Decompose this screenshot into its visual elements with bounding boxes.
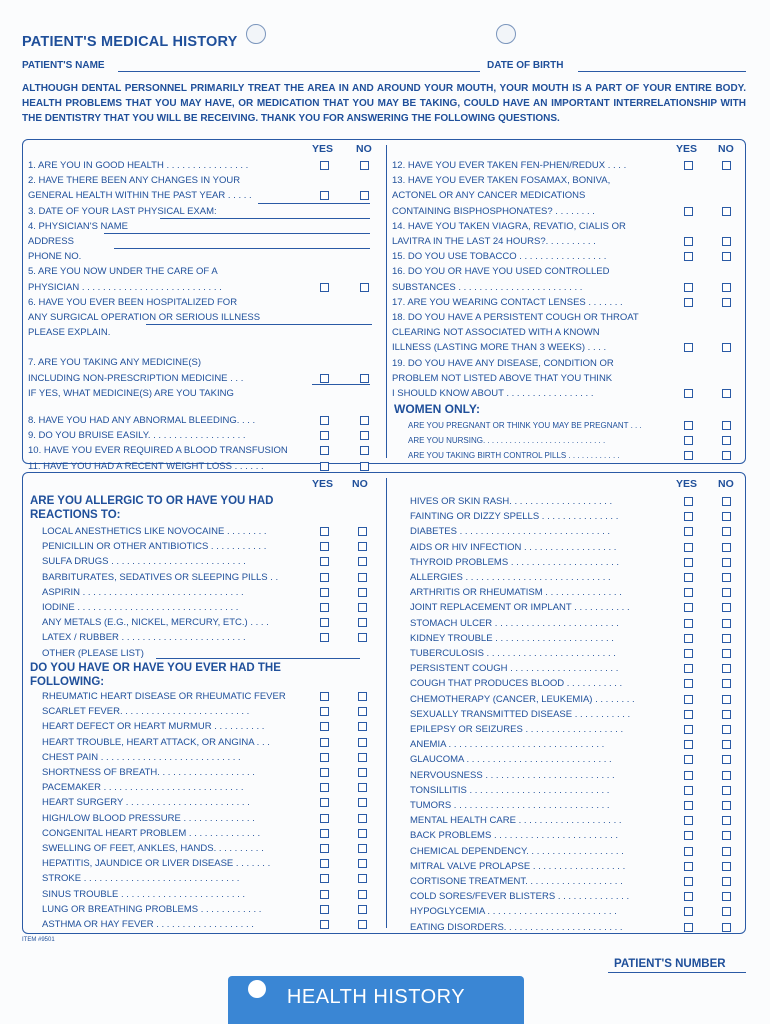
question-left-11: PLEASE EXPLAIN.	[28, 327, 111, 339]
condition-right-12-no-checkbox[interactable]	[722, 679, 731, 688]
condition-right-27-no-checkbox[interactable]	[722, 907, 731, 916]
fill-line-2[interactable]	[104, 233, 370, 234]
question-right-10: 18. DO YOU HAVE A PERSISTENT COUGH OR THROAT	[392, 312, 639, 323]
condition-left-12: STROKE . . . . . . . . . . . . . . . . . . . . . . . . . . . . . .	[42, 873, 240, 885]
condition-left-3: HEART TROUBLE, HEART ATTACK, OR ANGINA . . .	[42, 736, 270, 748]
question-right-0-no-checkbox[interactable]	[722, 161, 731, 170]
condition-right-0-yes-checkbox[interactable]	[684, 497, 693, 506]
question-left-6: PHONE NO.	[28, 251, 82, 263]
condition-left-7-yes-checkbox[interactable]	[320, 798, 329, 807]
condition-left-9: CONGENITAL HEART PROBLEM . . . . . . . . . . . . . .	[42, 827, 261, 839]
condition-right-28-yes-checkbox[interactable]	[684, 923, 693, 932]
condition-left-4: CHEST PAIN . . . . . . . . . . . . . . . . . . . . . . . . . . .	[42, 751, 241, 763]
condition-right-24-yes-checkbox[interactable]	[684, 862, 693, 871]
question-right-15-yes-checkbox[interactable]	[684, 389, 693, 398]
allergy-item-6-yes-checkbox[interactable]	[320, 618, 329, 627]
no-header-left: NO	[356, 143, 372, 155]
condition-right-27: HYPOGLYCEMIA . . . . . . . . . . . . . . . . . . . . . . . . .	[410, 906, 617, 918]
condition-right-22-yes-checkbox[interactable]	[684, 831, 693, 840]
question-left-2-yes-checkbox[interactable]	[320, 191, 329, 200]
question-left-0-no-checkbox[interactable]	[360, 161, 369, 170]
condition-left-5-no-checkbox[interactable]	[358, 768, 367, 777]
condition-right-23: CHEMICAL DEPENDENCY. . . . . . . . . . . . . . . . . . .	[410, 845, 624, 857]
question-right-14: PROBLEM NOT LISTED ABOVE THAT YOU THINK	[392, 372, 613, 384]
condition-right-21-no-checkbox[interactable]	[722, 816, 731, 825]
condition-right-3-yes-checkbox[interactable]	[684, 543, 693, 552]
condition-left-1-no-checkbox[interactable]	[358, 707, 367, 716]
question-right-8-no-checkbox[interactable]	[722, 283, 731, 292]
condition-right-7: JOINT REPLACEMENT OR IMPLANT . . . . . . . . . . .	[410, 602, 630, 614]
allergy-item-5-yes-checkbox[interactable]	[320, 603, 329, 612]
condition-right-2-yes-checkbox[interactable]	[684, 527, 693, 536]
allergy-item-4-yes-checkbox[interactable]	[320, 588, 329, 597]
question-left-5: ADDRESS	[28, 236, 74, 247]
condition-right-7-yes-checkbox[interactable]	[684, 603, 693, 612]
patient-number-label: PATIENT'S NUMBER	[614, 958, 726, 970]
allergy-item-4: ASPIRIN . . . . . . . . . . . . . . . . . . . . . . . . . . . . . . .	[42, 586, 244, 598]
allergy-item-8: OTHER (PLEASE LIST)	[42, 647, 144, 659]
no-header-lower-left: NO	[352, 478, 368, 490]
condition-right-25-yes-checkbox[interactable]	[684, 877, 693, 886]
allergy-item-7-yes-checkbox[interactable]	[320, 633, 329, 642]
condition-right-11-no-checkbox[interactable]	[722, 664, 731, 673]
condition-left-11-yes-checkbox[interactable]	[320, 859, 329, 868]
condition-right-14-yes-checkbox[interactable]	[684, 710, 693, 719]
question-right-1: 13. HAVE YOU EVER TAKEN FOSAMAX, BONIVA,	[392, 175, 611, 187]
condition-left-6: PACEMAKER . . . . . . . . . . . . . . . . . . . . . . . . . . .	[42, 782, 244, 794]
condition-right-25-no-checkbox[interactable]	[722, 877, 731, 886]
page-title: PATIENT'S MEDICAL HISTORY	[22, 34, 238, 50]
condition-left-5: SHORTNESS OF BREATH. . . . . . . . . . . . . . . . . . .	[42, 767, 255, 778]
condition-left-14: LUNG OR BREATHING PROBLEMS . . . . . . . . . . . .	[42, 903, 262, 915]
condition-left-2-yes-checkbox[interactable]	[320, 722, 329, 731]
condition-left-0-yes-checkbox[interactable]	[320, 692, 329, 701]
condition-right-5: ALLERGIES . . . . . . . . . . . . . . . . . . . . . . . . . . . .	[410, 572, 611, 583]
women-question-2: ARE YOU TAKING BIRTH CONTROL PILLS . . . . . . . . . . . .	[408, 451, 620, 460]
question-left-0: 1. ARE YOU IN GOOD HEALTH . . . . . . . . . . . . . . . .	[28, 160, 249, 171]
condition-right-3-no-checkbox[interactable]	[722, 543, 731, 552]
fill-line-0[interactable]	[258, 203, 370, 204]
condition-right-20: TUMORS . . . . . . . . . . . . . . . . . . . . . . . . . . . . . .	[410, 800, 610, 811]
question-left-3: 3. DATE OF YOUR LAST PHYSICAL EXAM:	[28, 205, 217, 217]
condition-right-2: DIABETES . . . . . . . . . . . . . . . . . . . . . . . . . . . . .	[410, 526, 611, 538]
women-question-0-no-checkbox[interactable]	[722, 421, 731, 430]
allergy-item-0-no-checkbox[interactable]	[358, 527, 367, 536]
condition-right-17-yes-checkbox[interactable]	[684, 755, 693, 764]
condition-left-1-yes-checkbox[interactable]	[320, 707, 329, 716]
condition-left-0: RHEUMATIC HEART DISEASE OR RHEUMATIC FEVER	[42, 691, 286, 702]
allergy-item-0-yes-checkbox[interactable]	[320, 527, 329, 536]
yes-header-right: YES	[676, 143, 698, 155]
condition-right-23-no-checkbox[interactable]	[722, 847, 731, 856]
condition-right-23-yes-checkbox[interactable]	[684, 847, 693, 856]
question-left-13: INCLUDING NON-PRESCRIPTION MEDICINE . . .	[28, 372, 244, 384]
question-right-11: CLEARING NOT ASSOCIATED WITH A KNOWN	[392, 327, 600, 339]
condition-right-4: THYROID PROBLEMS . . . . . . . . . . . . . . . . . . . . .	[410, 556, 620, 568]
patient-name-field[interactable]	[118, 71, 480, 72]
allergy-item-1-no-checkbox[interactable]	[358, 542, 367, 551]
band-title: HEALTH HISTORY	[286, 986, 466, 1008]
condition-right-13-no-checkbox[interactable]	[722, 695, 731, 704]
condition-left-2: HEART DEFECT OR HEART MURMUR . . . . . . . . . .	[42, 721, 265, 733]
question-right-3: CONTAINING BISPHOSPHONATES? . . . . . . . .	[392, 205, 595, 217]
condition-left-10-yes-checkbox[interactable]	[320, 844, 329, 853]
question-right-9: 17. ARE YOU WEARING CONTACT LENSES . . . . . . .	[392, 296, 623, 308]
condition-right-0-no-checkbox[interactable]	[722, 497, 731, 506]
condition-right-24: MITRAL VALVE PROLAPSE . . . . . . . . . . . . . . . . . .	[410, 860, 626, 872]
condition-left-13: SINUS TROUBLE . . . . . . . . . . . . . . . . . . . . . . . .	[42, 888, 246, 900]
condition-left-10-no-checkbox[interactable]	[358, 844, 367, 853]
question-left-15-no-checkbox[interactable]	[360, 416, 369, 425]
allergy-item-0: LOCAL ANESTHETICS LIKE NOVOCAINE . . . . . . . .	[42, 526, 267, 537]
allergy-item-6-no-checkbox[interactable]	[358, 618, 367, 627]
question-left-9: 6. HAVE YOU EVER BEEN HOSPITALIZED FOR	[28, 296, 238, 308]
condition-right-24-no-checkbox[interactable]	[722, 862, 731, 871]
condition-right-11-yes-checkbox[interactable]	[684, 664, 693, 673]
yes-header-lower-right: YES	[676, 478, 698, 490]
condition-right-7-no-checkbox[interactable]	[722, 603, 731, 612]
conditions-divider	[386, 478, 387, 928]
condition-right-14-no-checkbox[interactable]	[722, 710, 731, 719]
condition-right-21: MENTAL HEALTH CARE . . . . . . . . . . . . . . . . . . . .	[410, 815, 622, 827]
question-right-12: ILLNESS (LASTING MORE THAN 3 WEEKS) . . . .	[392, 342, 607, 354]
condition-right-14: SEXUALLY TRANSMITTED DISEASE . . . . . . . . . . .	[410, 708, 631, 720]
condition-left-5-yes-checkbox[interactable]	[320, 768, 329, 777]
question-right-6-no-checkbox[interactable]	[722, 252, 731, 261]
condition-left-3-no-checkbox[interactable]	[358, 738, 367, 747]
condition-left-14-yes-checkbox[interactable]	[320, 905, 329, 914]
question-right-12-no-checkbox[interactable]	[722, 343, 731, 352]
condition-left-7: HEART SURGERY . . . . . . . . . . . . . . . . . . . . . . . .	[42, 797, 250, 809]
question-right-8: SUBSTANCES . . . . . . . . . . . . . . . . . . . . . . . .	[392, 281, 583, 293]
patient-name-label: PATIENT'S NAME	[22, 60, 105, 71]
condition-left-3-yes-checkbox[interactable]	[320, 738, 329, 747]
condition-right-18-no-checkbox[interactable]	[722, 771, 731, 780]
condition-right-12: COUGH THAT PRODUCES BLOOD . . . . . . . . . . .	[410, 678, 623, 690]
punch-hole-left	[246, 24, 266, 44]
condition-left-4-no-checkbox[interactable]	[358, 753, 367, 762]
condition-right-10-yes-checkbox[interactable]	[684, 649, 693, 658]
condition-right-20-no-checkbox[interactable]	[722, 801, 731, 810]
condition-left-10: SWELLING OF FEET, ANKLES, HANDS. . . . . . . . . .	[42, 843, 264, 854]
question-left-4: 4. PHYSICIAN'S NAME	[28, 220, 129, 232]
condition-right-1-yes-checkbox[interactable]	[684, 512, 693, 521]
condition-left-13-no-checkbox[interactable]	[358, 890, 367, 899]
question-right-3-yes-checkbox[interactable]	[684, 207, 693, 216]
allergy-item-6: ANY METALS (E.G., NICKEL, MERCURY, ETC.) . . . .	[42, 617, 269, 629]
question-left-18: 11. HAVE YOU HAD A RECENT WEIGHT LOSS . . . . . .	[28, 460, 264, 472]
condition-left-1: SCARLET FEVER. . . . . . . . . . . . . . . . . . . . . . . . .	[42, 706, 250, 718]
condition-left-15-no-checkbox[interactable]	[358, 920, 367, 929]
condition-right-13-yes-checkbox[interactable]	[684, 695, 693, 704]
condition-left-8-yes-checkbox[interactable]	[320, 814, 329, 823]
question-right-15: I SHOULD KNOW ABOUT . . . . . . . . . . . . . . . . .	[392, 388, 594, 399]
condition-left-2-no-checkbox[interactable]	[358, 722, 367, 731]
question-right-6: 15. DO YOU USE TOBACCO . . . . . . . . . . . . . . . . .	[392, 251, 607, 263]
condition-right-22: BACK PROBLEMS . . . . . . . . . . . . . . . . . . . . . . . .	[410, 830, 618, 842]
condition-left-11: HEPATITIS, JAUNDICE OR LIVER DISEASE . . . . . . .	[42, 858, 271, 870]
question-left-2-no-checkbox[interactable]	[360, 191, 369, 200]
question-left-12: 7. ARE YOU TAKING ANY MEDICINE(S)	[28, 357, 201, 369]
women-question-1-yes-checkbox[interactable]	[684, 436, 693, 445]
question-right-2: ACTONEL OR ANY CANCER MEDICATIONS	[392, 190, 586, 202]
condition-right-9-no-checkbox[interactable]	[722, 634, 731, 643]
condition-right-0: HIVES OR SKIN RASH. . . . . . . . . . . . . . . . . . . .	[410, 496, 613, 507]
condition-right-10-no-checkbox[interactable]	[722, 649, 731, 658]
condition-right-11: PERSISTENT COUGH . . . . . . . . . . . . . . . . . . . . .	[410, 663, 619, 675]
question-left-8: PHYSICIAN . . . . . . . . . . . . . . . . . . . . . . . . . . .	[28, 281, 222, 293]
condition-right-26-yes-checkbox[interactable]	[684, 892, 693, 901]
dob-field[interactable]	[578, 71, 746, 72]
question-left-18-yes-checkbox[interactable]	[320, 462, 329, 471]
condition-right-8: STOMACH ULCER . . . . . . . . . . . . . . . . . . . . . . . .	[410, 617, 619, 629]
condition-left-11-no-checkbox[interactable]	[358, 859, 367, 868]
condition-right-16-yes-checkbox[interactable]	[684, 740, 693, 749]
fill-line-3[interactable]	[114, 248, 370, 249]
question-left-16-no-checkbox[interactable]	[360, 431, 369, 440]
question-left-15: 8. HAVE YOU HAD ANY ABNORMAL BLEEDING. . . .	[28, 415, 256, 426]
condition-right-15: EPILEPSY OR SEIZURES . . . . . . . . . . . . . . . . . . .	[410, 724, 624, 735]
question-left-13-yes-checkbox[interactable]	[320, 374, 329, 383]
question-left-1: 2. HAVE THERE BEEN ANY CHANGES IN YOUR	[28, 175, 241, 187]
allergy-item-4-no-checkbox[interactable]	[358, 588, 367, 597]
condition-right-20-yes-checkbox[interactable]	[684, 801, 693, 810]
women-question-2-yes-checkbox[interactable]	[684, 451, 693, 460]
condition-right-28-no-checkbox[interactable]	[722, 923, 731, 932]
condition-left-8: HIGH/LOW BLOOD PRESSURE . . . . . . . . . . . . . .	[42, 812, 255, 824]
condition-right-26: COLD SORES/FEVER BLISTERS . . . . . . . . . . . . . .	[410, 891, 630, 903]
question-left-10: ANY SURGICAL OPERATION OR SERIOUS ILLNESS	[28, 312, 261, 323]
condition-right-2-no-checkbox[interactable]	[722, 527, 731, 536]
condition-left-8-no-checkbox[interactable]	[358, 814, 367, 823]
condition-right-22-no-checkbox[interactable]	[722, 831, 731, 840]
question-right-4: 14. HAVE YOU TAKEN VIAGRA, REVATIO, CIALIS OR	[392, 220, 626, 232]
fill-line-1[interactable]	[160, 218, 370, 219]
question-right-9-yes-checkbox[interactable]	[684, 298, 693, 307]
condition-right-5-no-checkbox[interactable]	[722, 573, 731, 582]
other-allergy-field[interactable]	[156, 658, 360, 659]
yes-header-lower-left: YES	[312, 478, 334, 490]
women-question-0-yes-checkbox[interactable]	[684, 421, 693, 430]
condition-right-19-no-checkbox[interactable]	[722, 786, 731, 795]
question-left-2: GENERAL HEALTH WITHIN THE PAST YEAR . . . . .	[28, 190, 252, 202]
allergy-item-5-no-checkbox[interactable]	[358, 603, 367, 612]
condition-left-4-yes-checkbox[interactable]	[320, 753, 329, 762]
condition-left-15: ASTHMA OR HAY FEVER . . . . . . . . . . . . . . . . . . .	[42, 919, 254, 930]
women-question-1: ARE YOU NURSING. . . . . . . . . . . . . . . . . . . . . . . . . . . .	[408, 436, 606, 445]
condition-right-4-yes-checkbox[interactable]	[684, 558, 693, 567]
dob-label: DATE OF BIRTH	[487, 60, 564, 71]
women-question-0: ARE YOU PREGNANT OR THINK YOU MAY BE PREGNANT . . .	[408, 421, 642, 430]
question-right-0: 12. HAVE YOU EVER TAKEN FEN-PHEN/REDUX . . . .	[392, 160, 627, 171]
question-right-5-yes-checkbox[interactable]	[684, 237, 693, 246]
condition-right-28: EATING DISORDERS. . . . . . . . . . . . . . . . . . . . . . .	[410, 921, 623, 933]
condition-left-9-yes-checkbox[interactable]	[320, 829, 329, 838]
fill-line-4[interactable]	[146, 324, 372, 325]
allergy-item-3-no-checkbox[interactable]	[358, 573, 367, 582]
question-left-17: 10. HAVE YOU EVER REQUIRED A BLOOD TRANSFUSION	[28, 445, 288, 457]
condition-left-13-yes-checkbox[interactable]	[320, 890, 329, 899]
condition-right-9: KIDNEY TROUBLE . . . . . . . . . . . . . . . . . . . . . . .	[410, 632, 614, 644]
question-left-14: IF YES, WHAT MEDICINE(S) ARE YOU TAKING	[28, 387, 234, 399]
question-right-6-yes-checkbox[interactable]	[684, 252, 693, 261]
condition-left-6-yes-checkbox[interactable]	[320, 783, 329, 792]
question-left-17-no-checkbox[interactable]	[360, 446, 369, 455]
condition-right-18: NERVOUSNESS . . . . . . . . . . . . . . . . . . . . . . . . .	[410, 769, 615, 781]
condition-right-1-no-checkbox[interactable]	[722, 512, 731, 521]
question-right-5: LAVITRA IN THE LAST 24 HOURS?. . . . . . . . . .	[392, 236, 596, 247]
condition-left-7-no-checkbox[interactable]	[358, 798, 367, 807]
allergy-item-1-yes-checkbox[interactable]	[320, 542, 329, 551]
question-left-13-no-checkbox[interactable]	[360, 374, 369, 383]
conditions-section-title: DO YOU HAVE OR HAVE YOU EVER HAD THE FOLLOWING:	[30, 662, 281, 688]
condition-left-15-yes-checkbox[interactable]	[320, 920, 329, 929]
condition-right-8-yes-checkbox[interactable]	[684, 619, 693, 628]
question-right-8-yes-checkbox[interactable]	[684, 283, 693, 292]
condition-right-17: GLAUCOMA . . . . . . . . . . . . . . . . . . . . . . . . . . . .	[410, 754, 612, 766]
condition-right-17-no-checkbox[interactable]	[722, 755, 731, 764]
allergy-item-5: IODINE . . . . . . . . . . . . . . . . . . . . . . . . . . . . . . .	[42, 602, 239, 613]
question-left-18-no-checkbox[interactable]	[360, 462, 369, 471]
condition-right-1: FAINTING OR DIZZY SPELLS . . . . . . . . . . . . . . .	[410, 511, 619, 523]
intro-paragraph: ALTHOUGH DENTAL PERSONNEL PRIMARILY TREAT THE AREA IN AND AROUND YOUR MOUTH, YOUR MOUTH IS A PART OF YOUR ENTIRE BODY. HEALTH PROBLEMS THAT YOU MAY HAVE, OR MEDICATION THAT YOU MAY BE TAKING, COULD HAVE AN IMPORTANT INTERRELATIONSHIP WITH THE DENTISTRY THAT YOU WILL BE RECEIVING. THANK YOU FOR ANSWERING THE FOLLOWING QUESTIONS.	[22, 83, 746, 124]
no-header-lower-right: NO	[718, 478, 734, 490]
women-only-title: WOMEN ONLY:	[394, 402, 480, 416]
allergy-item-2: SULFA DRUGS . . . . . . . . . . . . . . . . . . . . . . . . . .	[42, 556, 246, 568]
question-right-3-no-checkbox[interactable]	[722, 207, 731, 216]
condition-right-10: TUBERCULOSIS . . . . . . . . . . . . . . . . . . . . . . . . .	[410, 648, 616, 659]
question-right-0-yes-checkbox[interactable]	[684, 161, 693, 170]
condition-left-6-no-checkbox[interactable]	[358, 783, 367, 792]
question-left-8-yes-checkbox[interactable]	[320, 283, 329, 292]
allergy-item-2-no-checkbox[interactable]	[358, 557, 367, 566]
condition-right-15-yes-checkbox[interactable]	[684, 725, 693, 734]
condition-left-9-no-checkbox[interactable]	[358, 829, 367, 838]
condition-left-12-yes-checkbox[interactable]	[320, 874, 329, 883]
question-left-17-yes-checkbox[interactable]	[320, 446, 329, 455]
condition-right-6-no-checkbox[interactable]	[722, 588, 731, 597]
condition-right-18-yes-checkbox[interactable]	[684, 771, 693, 780]
question-right-5-no-checkbox[interactable]	[722, 237, 731, 246]
condition-right-13: CHEMOTHERAPY (CANCER, LEUKEMIA) . . . . . . . .	[410, 693, 635, 705]
condition-right-19: TONSILLITIS . . . . . . . . . . . . . . . . . . . . . . . . . . .	[410, 784, 610, 796]
condition-right-25: CORTISONE TREATMENT. . . . . . . . . . . . . . . . . . .	[410, 876, 623, 887]
patient-number-field[interactable]	[608, 972, 746, 973]
condition-left-12-no-checkbox[interactable]	[358, 874, 367, 883]
allergy-item-3: BARBITURATES, SEDATIVES OR SLEEPING PILLS . .	[42, 571, 279, 583]
condition-left-14-no-checkbox[interactable]	[358, 905, 367, 914]
condition-right-8-no-checkbox[interactable]	[722, 619, 731, 628]
question-left-16-yes-checkbox[interactable]	[320, 431, 329, 440]
condition-right-16: ANEMIA . . . . . . . . . . . . . . . . . . . . . . . . . . . . . .	[410, 739, 605, 751]
item-number: ITEM #9501	[22, 937, 55, 943]
condition-right-3: AIDS OR HIV INFECTION . . . . . . . . . . . . . . . . . .	[410, 541, 617, 553]
condition-right-4-no-checkbox[interactable]	[722, 558, 731, 567]
question-left-0-yes-checkbox[interactable]	[320, 161, 329, 170]
allergy-item-7-no-checkbox[interactable]	[358, 633, 367, 642]
questions-divider	[386, 145, 387, 458]
question-left-15-yes-checkbox[interactable]	[320, 416, 329, 425]
allergy-item-3-yes-checkbox[interactable]	[320, 573, 329, 582]
condition-right-15-no-checkbox[interactable]	[722, 725, 731, 734]
condition-right-5-yes-checkbox[interactable]	[684, 573, 693, 582]
condition-right-19-yes-checkbox[interactable]	[684, 786, 693, 795]
condition-right-16-no-checkbox[interactable]	[722, 740, 731, 749]
question-right-15-no-checkbox[interactable]	[722, 389, 731, 398]
condition-left-0-no-checkbox[interactable]	[358, 692, 367, 701]
condition-right-26-no-checkbox[interactable]	[722, 892, 731, 901]
women-question-1-no-checkbox[interactable]	[722, 436, 731, 445]
allergy-item-7: LATEX / RUBBER . . . . . . . . . . . . . . . . . . . . . . . .	[42, 632, 246, 644]
women-question-2-no-checkbox[interactable]	[722, 451, 731, 460]
fill-line-5[interactable]	[312, 384, 370, 385]
question-left-16: 9. DO YOU BRUISE EASILY. . . . . . . . . . . . . . . . . . .	[28, 430, 246, 442]
punch-hole-right	[496, 24, 516, 44]
allergy-section-title: ARE YOU ALLERGIC TO OR HAVE YOU HAD REACTIONS TO:	[30, 495, 274, 521]
condition-right-6-yes-checkbox[interactable]	[684, 588, 693, 597]
question-right-13: 19. DO YOU HAVE ANY DISEASE, CONDITION OR	[392, 357, 614, 369]
condition-right-9-yes-checkbox[interactable]	[684, 634, 693, 643]
question-right-12-yes-checkbox[interactable]	[684, 343, 693, 352]
question-right-7: 16. DO YOU OR HAVE YOU USED CONTROLLED	[392, 266, 610, 278]
no-header-right: NO	[718, 143, 734, 155]
question-left-8-no-checkbox[interactable]	[360, 283, 369, 292]
condition-right-6: ARTHRITIS OR RHEUMATISM . . . . . . . . . . . . . . .	[410, 587, 622, 599]
condition-right-12-yes-checkbox[interactable]	[684, 679, 693, 688]
condition-right-27-yes-checkbox[interactable]	[684, 907, 693, 916]
condition-right-21-yes-checkbox[interactable]	[684, 816, 693, 825]
yes-header-left: YES	[312, 143, 334, 155]
question-right-9-no-checkbox[interactable]	[722, 298, 731, 307]
allergy-item-2-yes-checkbox[interactable]	[320, 557, 329, 566]
question-left-7: 5. ARE YOU NOW UNDER THE CARE OF A	[28, 266, 218, 278]
allergy-item-1: PENICILLIN OR OTHER ANTIBIOTICS . . . . . . . . . . .	[42, 541, 267, 553]
